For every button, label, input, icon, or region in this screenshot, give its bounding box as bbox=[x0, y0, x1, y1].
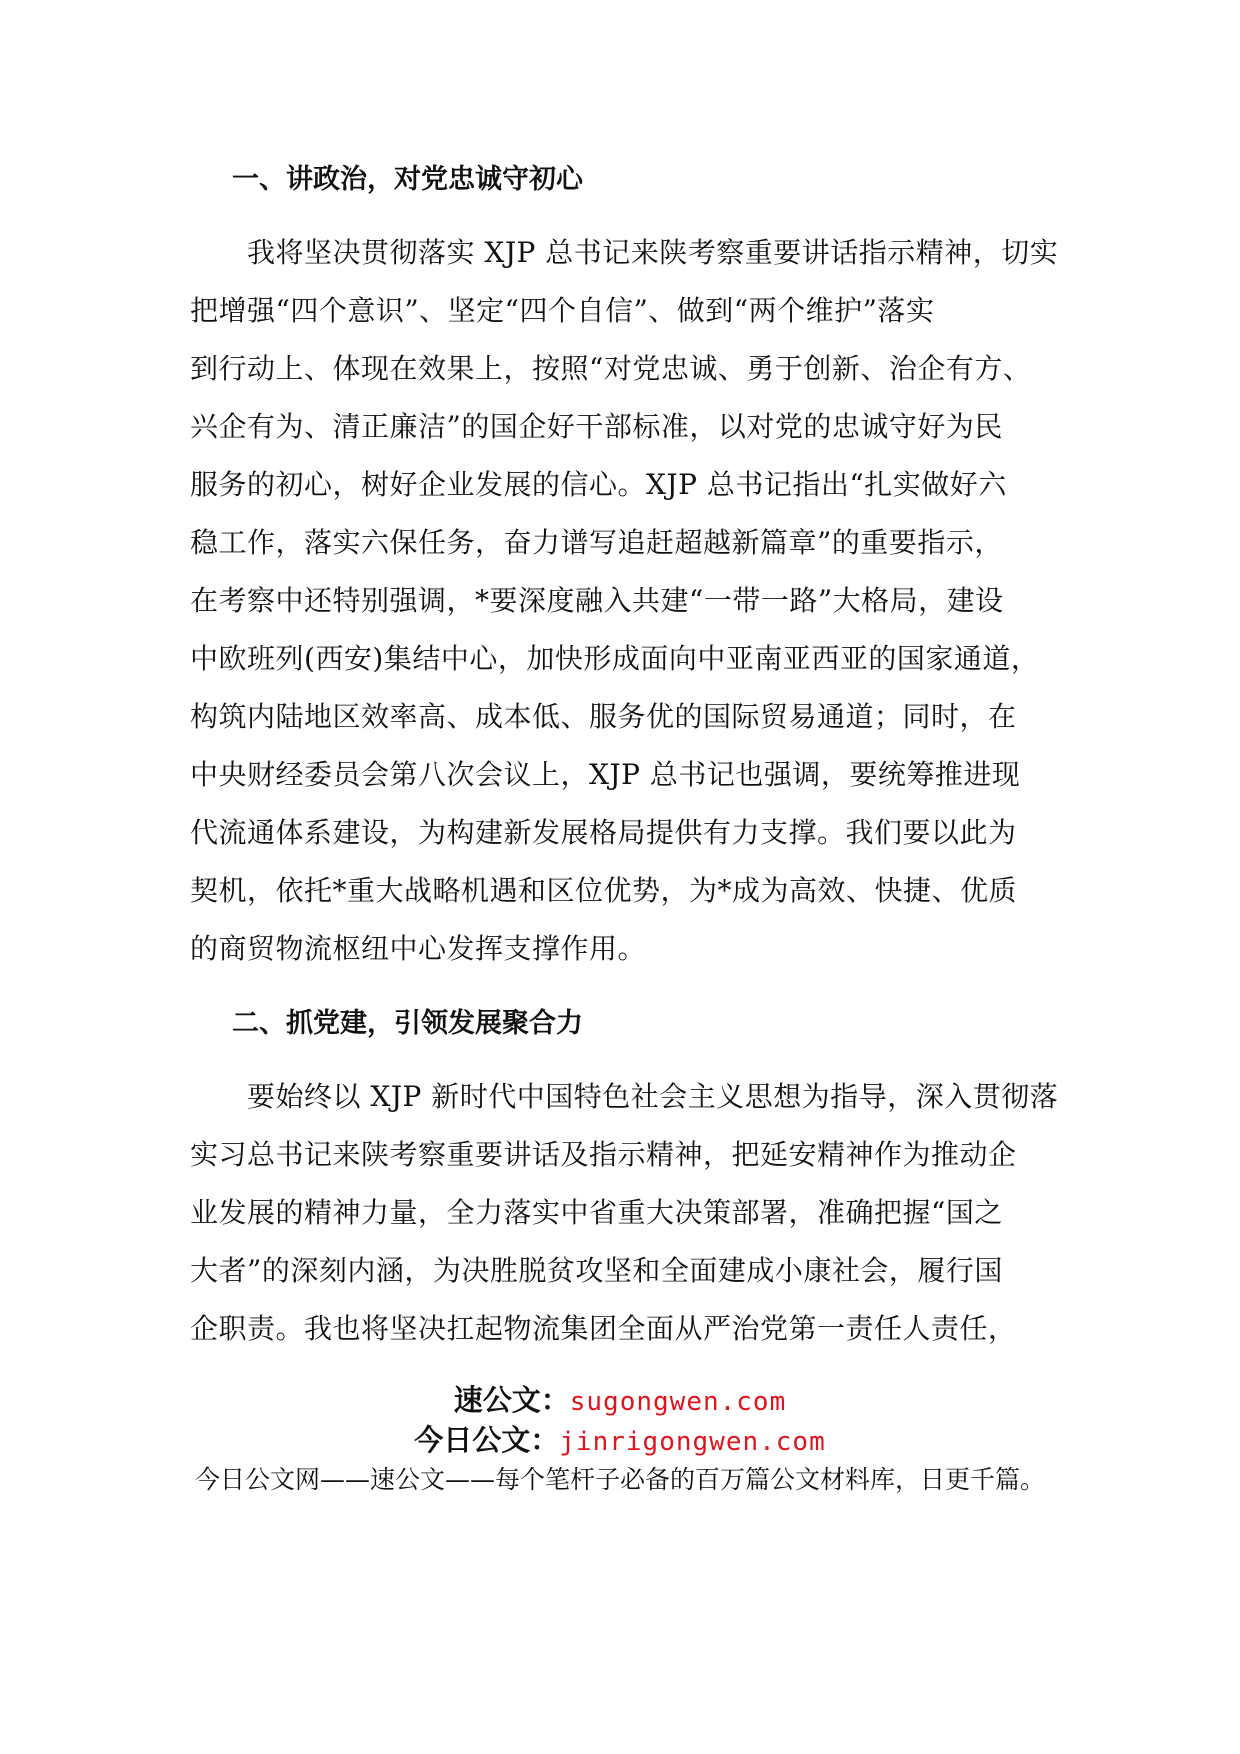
paragraph-line: 我将坚决贯彻落实 XJP 总书记来陕考察重要讲话指示精神，切实 bbox=[190, 236, 1059, 269]
paragraph-line: 构筑内陆地区效率高、成本低、服务优的国际贸易通道；同时，在 bbox=[190, 700, 1017, 733]
paragraph-line: 要始终以 XJP 新时代中国特色社会主义思想为指导，深入贯彻落 bbox=[190, 1080, 1059, 1113]
footer-label-1: 速公文： bbox=[453, 1383, 570, 1417]
paragraph-line: 到行动上、体现在效果上，按照“对党忠诚、勇于创新、治企有方、 bbox=[190, 352, 1032, 385]
paragraph-line: 企职责。我也将坚决扛起物流集团全面从严治党第一责任人责任， bbox=[190, 1312, 1017, 1345]
paragraph-line: 服务的初心，树好企业发展的信心。XJP 总书记指出“扎实做好六 bbox=[190, 468, 1007, 501]
paragraph-line: 在考察中还特别强调，*要深度融入共建“一带一路”大格局，建设 bbox=[190, 584, 1004, 617]
paragraph-line: 中欧班列(西安)集结中心，加快形成面向中亚南亚西亚的国家通道， bbox=[190, 642, 1040, 675]
paragraph-line: 契机，依托*重大战略机遇和区位优势，为*成为高效、快捷、优质 bbox=[190, 874, 1018, 907]
paragraph-line: 中央财经委员会第八次会议上，XJP 总书记也强调，要统筹推进现 bbox=[190, 758, 1021, 791]
section-heading-2: 二、抓党建，引领发展聚合力 bbox=[232, 1008, 583, 1039]
footer-label-2: 今日公文： bbox=[414, 1423, 560, 1457]
paragraph-line: 把增强“四个意识”、坚定“四个自信”、做到“两个维护”落实 bbox=[190, 294, 935, 327]
paragraph-line: 代流通体系建设，为构建新发展格局提供有力支撑。我们要以此为 bbox=[190, 816, 1017, 849]
footer-slogan: 今日公文网——速公文——每个笔杆子必备的百万篇公文材料库，日更千篇。 bbox=[194, 1465, 1045, 1494]
footer-link-jinrigongwen[interactable]: jinrigongwen.com bbox=[559, 1427, 826, 1457]
paragraph-line: 的商贸物流枢纽中心发挥支撑作用。 bbox=[190, 932, 647, 965]
section-heading-1: 一、讲政治，对党忠诚守初心 bbox=[232, 164, 583, 195]
footer-line-1 bbox=[0, 1378, 1240, 1419]
paragraph-line: 实习总书记来陕考察重要讲话及指示精神，把延安精神作为推动企 bbox=[190, 1138, 1017, 1171]
paragraph-line: 业发展的精神力量，全力落实中省重大决策部署，准确把握“国之 bbox=[190, 1196, 1003, 1229]
paragraph-line: 兴企有为、清正廉洁”的国企好干部标准，以对党的忠诚守好为民 bbox=[190, 410, 1003, 443]
footer-link-sugongwen[interactable]: sugongwen.com bbox=[569, 1387, 787, 1417]
footer-line-2 bbox=[0, 1418, 1240, 1459]
paragraph-line: 大者”的深刻内涵，为决胜脱贫攻坚和全面建成小康社会，履行国 bbox=[190, 1254, 1003, 1287]
paragraph-line: 稳工作，落实六保任务，奋力谱写追赶超越新篇章”的重要指示， bbox=[190, 526, 1003, 559]
